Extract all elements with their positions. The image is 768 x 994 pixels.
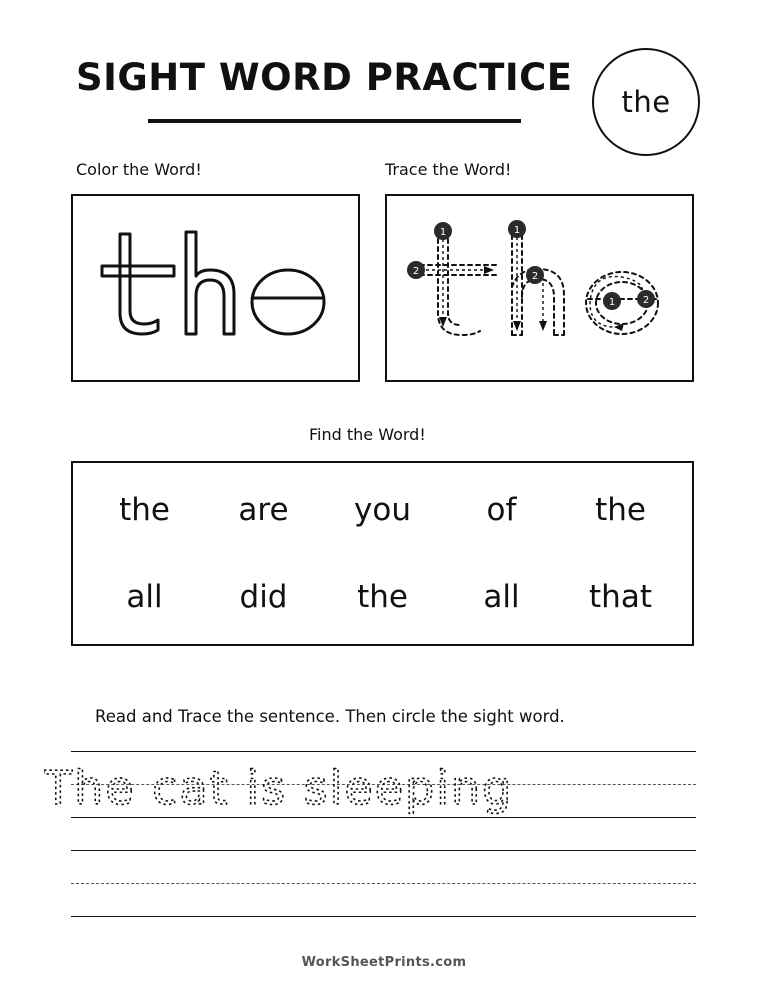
footer-credit: WorkSheetPrints.com [301, 955, 467, 970]
outline-word-the [73, 196, 358, 380]
find-word-cell[interactable]: all [483, 578, 520, 615]
writing-line-baseline-2 [71, 916, 696, 917]
trace-the-word-box [385, 194, 694, 382]
color-section-label: Color the Word! [76, 160, 202, 179]
sight-word-text: the [621, 85, 671, 119]
find-word-cell[interactable]: the [595, 492, 646, 529]
writing-line-dashed-2 [71, 883, 696, 884]
find-word-cell[interactable]: all [126, 578, 163, 615]
svg-text:1: 1 [513, 225, 520, 236]
color-the-word-box [71, 194, 360, 382]
sentence-trace-text [44, 756, 604, 816]
trace-section-label: Trace the Word! [385, 160, 512, 179]
find-word-cell[interactable]: the [357, 578, 408, 615]
svg-text:1: 1 [439, 227, 446, 238]
sight-word-badge [592, 48, 700, 156]
find-word-cell[interactable]: the [119, 492, 170, 529]
title-underline [148, 119, 521, 123]
find-section-label: Find the Word! [309, 425, 426, 444]
find-word-cell[interactable]: of [486, 492, 517, 529]
find-word-cell[interactable]: are [238, 492, 289, 529]
find-the-word-grid [71, 461, 694, 646]
svg-text:1: 1 [608, 297, 615, 308]
writing-line-2 [71, 850, 696, 851]
svg-text:The cat is sleeping: The cat is sleeping [44, 761, 514, 815]
trace-word-the [387, 196, 692, 380]
find-word-cell[interactable]: you [354, 492, 411, 529]
page-title: SIGHT WORD PRACTICE [76, 56, 573, 99]
worksheet-header [72, 46, 696, 136]
find-word-cell[interactable]: did [239, 578, 288, 615]
sentence-instruction: Read and Trace the sentence. Then circle the sight word. [95, 707, 565, 726]
writing-line-top [71, 751, 696, 752]
find-word-cell[interactable]: that [589, 578, 652, 615]
svg-text:2: 2 [412, 266, 419, 277]
svg-text:2: 2 [642, 295, 649, 306]
svg-text:2: 2 [531, 271, 538, 282]
